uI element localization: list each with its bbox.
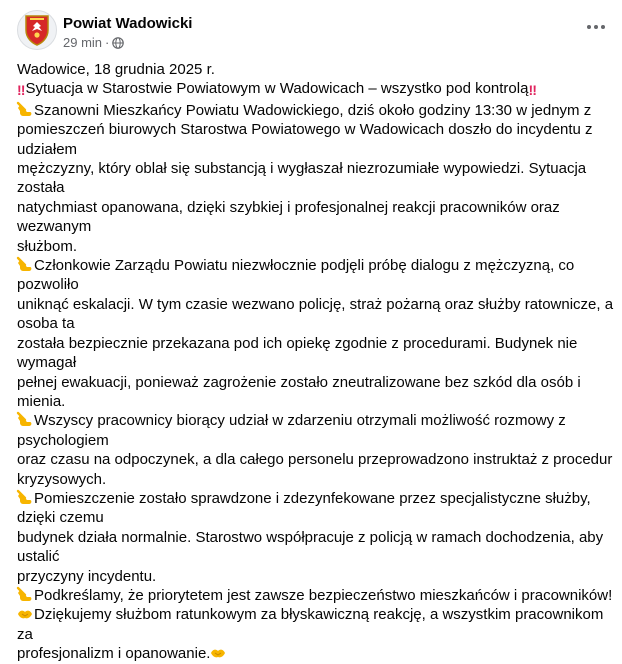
post-text-line — [17, 60, 614, 79]
post-text-line — [17, 489, 614, 528]
post-text: uniknąć eskalacji. W tym czasie wezwano policję, straż pożarną oraz służby ratownicze, a osoba ta — [17, 295, 614, 333]
post-text: Podkreślamy, że priorytetem jest zawsze bezpieczeństwo mieszkańców i pracowników! — [34, 586, 613, 604]
post-text-line — [17, 237, 614, 256]
post-text: natychmiast opanowana, dzięki szybkiej i profesjonalnej reakcji pracowników oraz wezwanym — [17, 198, 560, 236]
post-text: Sytuacja w Starostwie Powiatowym w Wadowicach – wszystko pod kontrolą — [25, 80, 529, 98]
pointing-hand-icon — [17, 102, 33, 117]
post-text-line — [17, 198, 614, 237]
post-text: Pomieszczenie zostało sprawdzone i zdezynfekowane przez specjalistyczne służby, dzięki czemu — [17, 489, 591, 527]
post-text-line — [17, 605, 614, 644]
more-options-icon — [587, 25, 591, 29]
post-text: mężczyzny, który oblał się substancją i wygłaszał niezrozumiałe wypowiedzi. Sytuacja została — [17, 160, 587, 197]
post-text-line — [17, 256, 614, 295]
meta-separator: · — [105, 35, 110, 50]
post-text: Członkowie Zarządu Powiatu niezwłocznie podjęli próbę dialogu z mężczyzną, co pozwoliło — [17, 257, 575, 294]
post-text-line — [17, 159, 614, 198]
post-header — [17, 10, 612, 54]
post-text: profesjonalizm i opanowanie. — [17, 645, 211, 663]
post-text: pomieszczeń biurowych Starostwa Powiatowego w Wadowicach doszło do incydentu z udziałem — [17, 121, 593, 158]
post-text: budynek działa normalnie. Starostwo współpracuje z policją w ramach dochodzenia, aby ustalić — [17, 528, 604, 566]
pointing-hand-icon — [17, 257, 33, 272]
post-text-line — [17, 567, 614, 586]
post-text: Wadowice, 18 grudnia 2025 r. — [17, 61, 215, 78]
post-text-line — [17, 295, 614, 334]
post-text-line — [17, 334, 614, 373]
pointing-hand-icon — [17, 587, 33, 602]
post-text-line — [17, 101, 614, 120]
post-text-line — [17, 450, 614, 469]
post-text: przyczyny incydentu. — [17, 567, 157, 585]
page-name-link[interactable]: Powiat Wadowicki — [63, 15, 193, 32]
post-text-line — [17, 411, 614, 450]
more-options-button[interactable] — [580, 14, 612, 40]
double-exclamation-icon: ‼ — [17, 82, 25, 99]
post-text: Szanowni Mieszkańcy Powiatu Wadowickiego, dziś około godziny 13:30 w jednym z — [34, 101, 592, 119]
handshake-icon — [17, 606, 33, 621]
coat-of-arms-icon — [24, 14, 50, 46]
pointing-hand-icon — [17, 490, 33, 505]
post-text-line — [17, 586, 614, 605]
handshake-icon — [210, 645, 226, 660]
globe-icon[interactable] — [112, 37, 124, 49]
post-meta — [63, 35, 124, 50]
post-text: oraz czasu na odpoczynek, a dla całego personelu przeprowadzono instruktaż z procedur — [17, 451, 613, 469]
post-body — [17, 60, 614, 664]
post-text-line — [17, 79, 614, 100]
post-text-line — [17, 470, 614, 489]
post-timestamp[interactable]: 29 min — [63, 35, 103, 50]
post-text: Wszyscy pracownicy biorący udział w zdarzeniu otrzymali możliwość rozmowy z psychologiem — [17, 412, 566, 449]
post-text-line — [17, 120, 614, 159]
post-text-line — [17, 644, 614, 663]
post-text: służbom. — [17, 237, 78, 255]
post-text-line — [17, 373, 614, 412]
post-text: pełnej ewakuacji, ponieważ zagrożenie zostało zneutralizowane bez szkód dla osób i mienia. — [17, 373, 581, 410]
double-exclamation-icon: ‼ — [528, 82, 536, 99]
post-text: została bezpiecznie przekazana pod ich opiekę zgodnie z procedurami. Budynek nie wymagał — [17, 334, 578, 372]
pointing-hand-icon — [17, 412, 33, 427]
page-avatar[interactable] — [17, 10, 57, 50]
post-text-line — [17, 528, 614, 567]
post-text: kryzysowych. — [17, 470, 107, 488]
post-text: Dziękujemy służbom ratunkowym za błyskawiczną reakcję, a wszystkim pracownikom za — [17, 606, 604, 643]
